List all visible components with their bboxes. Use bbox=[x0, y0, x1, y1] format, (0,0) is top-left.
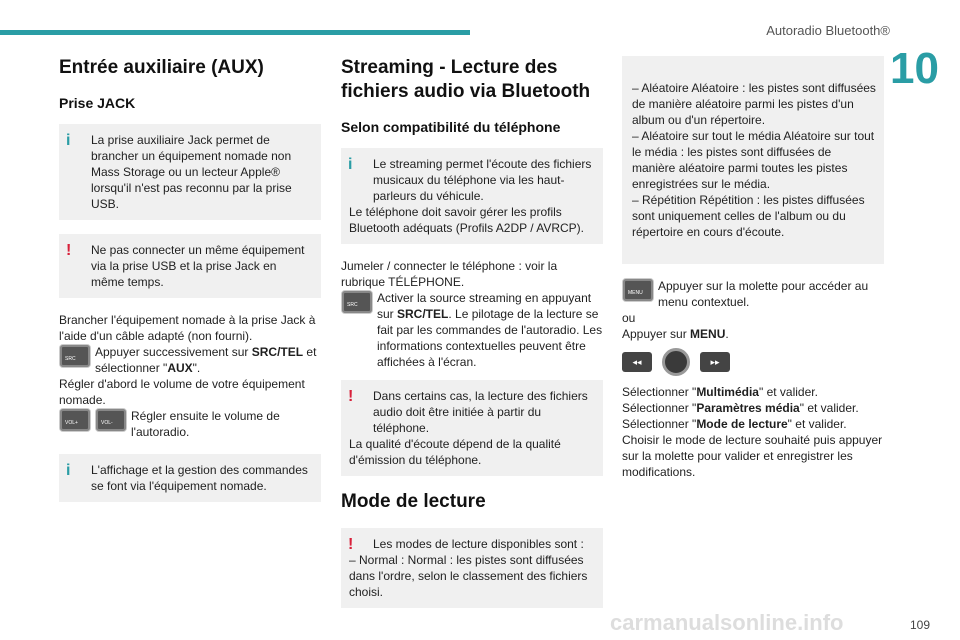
mode-list-box bbox=[622, 56, 884, 264]
body-text: Choisir le mode de lecture souhaité puis appuyer sur la molette pour valider et enregistrer les modifications. bbox=[622, 433, 883, 479]
subsection-title-jack: Prise JACK bbox=[59, 95, 136, 111]
step-row bbox=[59, 344, 321, 376]
warning-box bbox=[341, 528, 603, 608]
step-row bbox=[341, 290, 603, 370]
controls-illustration bbox=[622, 348, 884, 376]
header-accent-bar bbox=[0, 30, 470, 35]
info-box bbox=[59, 124, 321, 220]
mode-list-text: – Aléatoire Aléatoire : les pistes sont diffusées de manière aléatoire parmi les pistes d'un album ou d'un répertoire. – Aléatoire sur tout le média Aléatoire sur tout le média : les pistes sont diffusées de manière aléatoire parmi toutes les pistes enregistrées sur le média. – Répétition Répétition : les pistes diffusées sont uniquement celles de l'album ou du répertoire en cours d'écoute. bbox=[632, 81, 876, 239]
step-text: Activer la source streaming en appuyant sur SRC/TEL. Le pilotage de la lecture se fait par les commandes de l'autoradio. Les informations contextuelles peuvent être affichées à l'écran. bbox=[377, 291, 603, 369]
column-3 bbox=[622, 56, 884, 480]
step-text: Appuyer successivement sur SRC/TEL et sélectionner "AUX". bbox=[95, 345, 317, 375]
warning-icon: ! bbox=[66, 242, 72, 259]
section-title-aux: Entrée auxiliaire (AUX) bbox=[59, 57, 264, 78]
info-text: Le téléphone doit savoir gérer les profils Bluetooth adéquats (Profils A2DP / AVRCP). bbox=[349, 205, 585, 235]
warning-text: – Normal : Normal : les pistes sont diffusées dans l'ordre, selon le classement des fichiers choisi. bbox=[349, 553, 588, 599]
warning-text: La qualité d'écoute dépend de la qualité d'émission du téléphone. bbox=[349, 437, 561, 467]
info-text: Le streaming permet l'écoute des fichiers musicaux du téléphone via les haut-parleurs du véhicule. bbox=[373, 157, 592, 203]
step-text: Appuyer sur la molette pour accéder au menu contextuel. bbox=[658, 279, 869, 309]
info-box bbox=[341, 148, 603, 244]
body-text: ou bbox=[622, 311, 636, 325]
src-button-icon: SRC bbox=[59, 344, 91, 368]
info-icon: i bbox=[348, 156, 353, 173]
info-icon: i bbox=[66, 462, 71, 479]
vol-minus-button-icon: VOL- bbox=[95, 408, 127, 432]
warning-text: Dans certains cas, la lecture des fichiers audio doit être initiée à partir du téléphone. bbox=[373, 389, 588, 435]
body-text: Sélectionner "Paramètres média" et valider. bbox=[622, 401, 859, 415]
body-text: Régler d'abord le volume de votre équipement nomade. bbox=[59, 377, 305, 407]
column-1 bbox=[59, 56, 321, 516]
section-title-streaming: Streaming - Lecture des fichiers audio via Bluetooth bbox=[341, 57, 591, 102]
info-text: L'affichage et la gestion des commandes se font via l'équipement nomade. bbox=[91, 463, 308, 493]
menu-button-icon: MENU bbox=[622, 278, 654, 302]
step-text: Régler ensuite le volume de l'autoradio. bbox=[131, 409, 280, 439]
next-button-icon: ▸▸ bbox=[700, 352, 730, 372]
previous-button-icon: ◂◂ bbox=[622, 352, 652, 372]
info-text: La prise auxiliaire Jack permet de brancher un équipement nomade non Mass Storage ou un lecteur Apple® lorsqu'il n'est pas reconnu par la prise USB. bbox=[91, 133, 292, 211]
info-box bbox=[59, 454, 321, 502]
column-2 bbox=[341, 56, 603, 622]
rotary-knob-icon bbox=[662, 348, 690, 376]
header-title: Autoradio Bluetooth® bbox=[766, 23, 890, 38]
body-text: Jumeler / connecter le téléphone : voir la rubrique TÉLÉPHONE. bbox=[341, 259, 558, 289]
src-button-icon: SRC bbox=[341, 290, 373, 314]
warning-box bbox=[59, 234, 321, 298]
subsection-title-compat: Selon compatibilité du téléphone bbox=[341, 119, 561, 135]
chapter-number: 10 bbox=[890, 44, 939, 93]
warning-text: Les modes de lecture disponibles sont : bbox=[373, 537, 584, 551]
page-number: 109 bbox=[909, 618, 930, 632]
body-text: Brancher l'équipement nomade à la prise Jack à l'aide d'un câble adapté (non fourni). bbox=[59, 313, 316, 343]
warning-box bbox=[341, 380, 603, 476]
vol-plus-button-icon: VOL+ bbox=[59, 408, 91, 432]
step-row bbox=[622, 278, 884, 310]
body-text: Sélectionner "Mode de lecture" et valider. bbox=[622, 417, 847, 431]
step-row bbox=[59, 408, 321, 440]
body-text: Sélectionner "Multimédia" et valider. bbox=[622, 385, 818, 399]
body-text: Appuyer sur MENU. bbox=[622, 327, 729, 341]
info-icon: i bbox=[66, 132, 71, 149]
warning-icon: ! bbox=[348, 388, 354, 405]
watermark: carmanualsonline.info bbox=[610, 610, 844, 635]
section-title-mode: Mode de lecture bbox=[341, 491, 486, 512]
warning-icon: ! bbox=[348, 536, 354, 553]
warning-text: Ne pas connecter un même équipement via la prise USB et la prise Jack en même temps. bbox=[91, 243, 305, 289]
